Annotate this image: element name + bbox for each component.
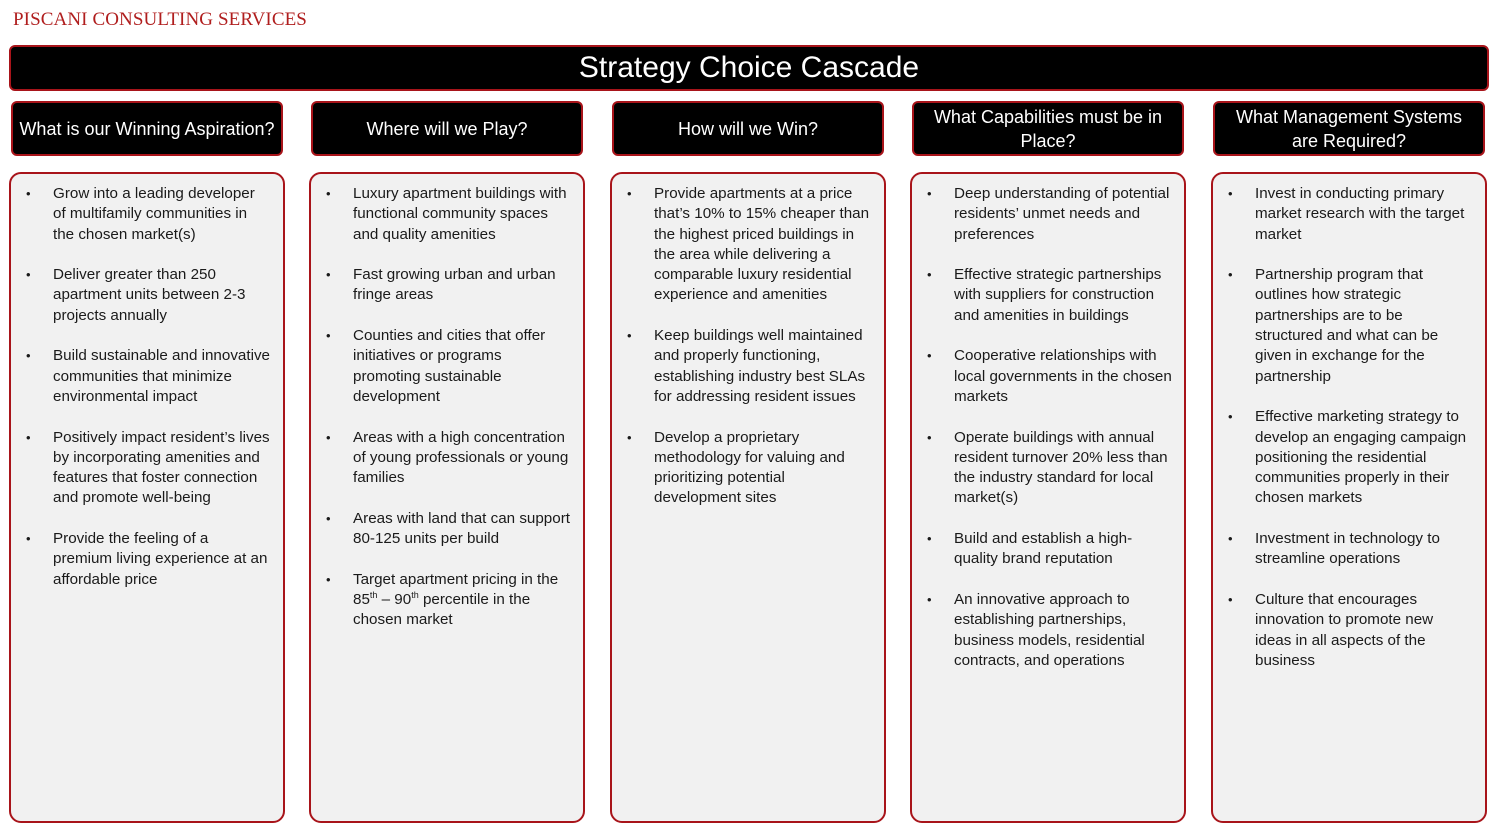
list-item-text: Deep understanding of potential residents’ unmet needs and preferences xyxy=(954,185,1170,243)
bullet-icon: • xyxy=(1228,186,1233,201)
bullet-icon: • xyxy=(627,328,632,344)
list-item-text: An innovative approach to establishing partnerships, business models, residential contracts, and operations xyxy=(954,590,1145,669)
bullet-list xyxy=(323,184,571,631)
bullet-icon: • xyxy=(927,429,932,445)
bullet-icon: • xyxy=(26,186,31,201)
column-header-management-systems: What Management Systems are Required? xyxy=(1213,101,1485,156)
list-item xyxy=(924,590,1172,671)
bullet-icon: • xyxy=(326,429,331,445)
list-item xyxy=(323,326,571,407)
list-item xyxy=(23,428,271,509)
list-item-text: Areas with a high concentration of young professionals or young families xyxy=(353,428,569,487)
bullet-icon: • xyxy=(26,267,31,283)
list-item-text: Deliver greater than 250 apartment units between 2-3 projects annually xyxy=(53,266,246,324)
list-item xyxy=(1225,529,1473,570)
list-item-pricing xyxy=(323,570,571,631)
bullet-icon: • xyxy=(927,267,932,283)
list-item xyxy=(924,428,1172,509)
list-item-text: Build and establish a high-quality brand reputation xyxy=(954,530,1133,568)
bullet-icon: • xyxy=(326,571,331,587)
list-item-text: Target apartment pricing in the 85th – 90th percentile in the chosen market xyxy=(353,570,559,629)
list-item xyxy=(624,428,872,509)
bullet-icon: • xyxy=(1228,591,1233,607)
list-item xyxy=(23,265,271,326)
list-item-text: Positively impact resident’s lives by incorporating amenities and features that foster connection and promote well-being xyxy=(53,428,270,507)
bullet-icon: • xyxy=(927,348,932,364)
bullet-icon: • xyxy=(326,267,331,283)
bullet-list xyxy=(924,184,1172,671)
list-item xyxy=(23,184,271,245)
column-body-winning-aspiration xyxy=(9,172,285,823)
list-item-text: Grow into a leading developer of multifamily communities in the chosen market(s) xyxy=(53,185,255,243)
list-item xyxy=(1225,184,1473,245)
bullet-icon: • xyxy=(927,591,932,607)
list-item-text: Culture that encourages innovation to promote new ideas in all aspects of the business xyxy=(1255,590,1434,669)
column-body-capabilities xyxy=(910,172,1186,823)
column-header-capabilities: What Capabilities must be in Place? xyxy=(912,101,1184,156)
list-item xyxy=(924,346,1172,407)
list-item-text: Invest in conducting primary market research with the target market xyxy=(1255,185,1465,243)
column-body-management-systems xyxy=(1211,172,1487,823)
list-item xyxy=(323,184,571,245)
page-title: Strategy Choice Cascade xyxy=(9,45,1489,91)
bullet-icon: • xyxy=(26,531,31,547)
list-item-text: Areas with land that can support 80-125 units per build xyxy=(353,509,570,548)
list-item xyxy=(1225,590,1473,671)
bullet-list xyxy=(23,184,271,590)
list-item-text: Develop a proprietary methodology for valuing and prioritizing potential development sites xyxy=(654,428,845,507)
list-item-text: Luxury apartment buildings with functional community spaces and quality amenities xyxy=(353,185,567,243)
list-item-text: Partnership program that outlines how strategic partnerships are to be structured and what can be given in exchange for the partnership xyxy=(1255,266,1439,385)
list-item xyxy=(624,326,872,407)
list-item-text: Operate buildings with annual resident turnover 20% less than the industry standard for local market(s) xyxy=(954,428,1168,507)
bullet-icon: • xyxy=(927,186,932,201)
list-item-text: Investment in technology to streamline operations xyxy=(1255,530,1440,568)
column-body-how-to-win xyxy=(610,172,886,823)
column-header-how-to-win: How will we Win? xyxy=(612,101,884,156)
brand-name: PISCANI CONSULTING SERVICES xyxy=(13,9,307,30)
bullet-icon: • xyxy=(1228,409,1233,425)
bullet-list xyxy=(624,184,872,509)
bullet-list xyxy=(1225,184,1473,671)
column-body-where-to-play xyxy=(309,172,585,823)
column-header-winning-aspiration: What is our Winning Aspiration? xyxy=(11,101,283,156)
list-item-text: Fast growing urban and urban fringe areas xyxy=(353,266,556,304)
list-item xyxy=(924,184,1172,245)
list-item-text: Counties and cities that offer initiatives or programs promoting sustainable development xyxy=(353,327,546,405)
list-item-text: Build sustainable and innovative communities that minimize environmental impact xyxy=(53,347,270,405)
bullet-icon: • xyxy=(326,510,331,526)
bullet-icon: • xyxy=(1228,267,1233,283)
bullet-icon: • xyxy=(627,429,632,445)
bullet-icon: • xyxy=(326,328,331,344)
list-item-text: Effective strategic partnerships with suppliers for construction and amenities in buildings xyxy=(954,266,1162,324)
bullet-icon: • xyxy=(26,429,31,445)
list-item-text: Effective marketing strategy to develop an engaging campaign positioning the residential communities properly in their chosen markets xyxy=(1255,408,1467,507)
list-item xyxy=(924,265,1172,326)
list-item-text: Cooperative relationships with local governments in the chosen markets xyxy=(954,347,1172,405)
list-item xyxy=(323,428,571,489)
bullet-icon: • xyxy=(627,186,632,201)
list-item xyxy=(23,529,271,590)
list-item-text: Keep buildings well maintained and properly functioning, establishing industry best SLAs for addressing resident issues xyxy=(654,327,866,405)
bullet-icon: • xyxy=(326,186,331,201)
list-item xyxy=(1225,265,1473,387)
list-item xyxy=(23,346,271,407)
column-header-where-to-play: Where will we Play? xyxy=(311,101,583,156)
list-item-text: Provide apartments at a price that’s 10% to 15% cheaper than the highest priced buildings in the area while delivering a comparable luxury residential experience and amenities xyxy=(654,185,870,304)
bullet-icon: • xyxy=(26,348,31,364)
list-item xyxy=(924,529,1172,570)
list-item xyxy=(323,509,571,550)
bullet-icon: • xyxy=(1228,531,1233,547)
list-item xyxy=(1225,407,1473,508)
list-item xyxy=(624,184,872,306)
list-item xyxy=(323,265,571,306)
bullet-icon: • xyxy=(927,531,932,547)
list-item-text: Provide the feeling of a premium living experience at an affordable price xyxy=(53,530,268,588)
